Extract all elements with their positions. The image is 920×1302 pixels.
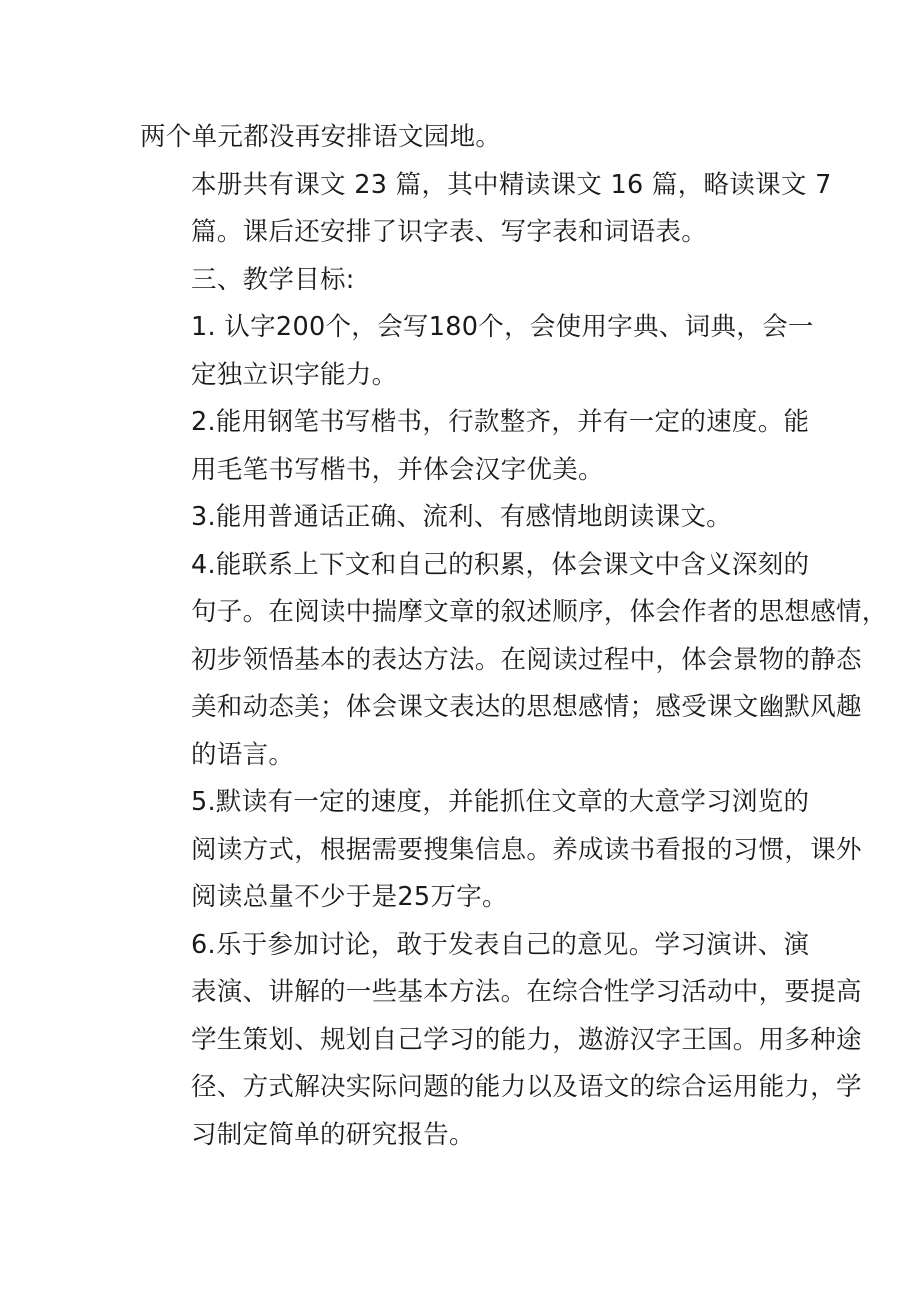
text-line: 阅读方式，根据需要搜集信息。养成读书看报的习惯，课外 [191,834,862,865]
text-line: 3.能用普通话正确、流利、有感情地朗读课文。 [191,502,732,532]
text-line: 初步领悟基本的表达方法。在阅读过程中，体会景物的静态 [191,644,862,675]
paragraph-lesson-count [140,162,832,257]
text-line: 1. 认字200个，会写180个，会使用字典、词典，会一 [191,312,814,342]
text-line: 两个单元都没再安排语文园地。 [140,122,502,152]
document-page [140,114,888,1159]
goal-item-6 [140,922,862,1160]
text-line: 篇。课后还安排了识字表、写字表和词语表。 [191,217,708,247]
text-line: 5.默读有一定的速度，并能抓住文章的大意学习浏览的 [191,787,810,817]
text-line: 习制定简单的研究报告。 [191,1119,475,1150]
text-line: 表演、讲解的一些基本方法。在综合性学习活动中，要提高 [191,977,862,1007]
text-line: 阅读总量不少于是25万字。 [191,882,508,912]
text-line: 2.能用钢笔书写楷书，行款整齐，并有一定的速度。能 [191,407,810,437]
section-heading [140,257,785,305]
goal-item-4 [140,542,888,780]
text-line: 三、教学目标: [191,264,355,295]
text-line: 径、方式解决实际问题的能力以及语文的综合运用能力，学 [191,1072,862,1102]
text-line: 学生策划、规划自己学习的能力，遨游汉字王国。用多种途 [191,1024,862,1055]
text-line: 用毛笔书写楷书，并体会汉字优美。 [191,454,604,485]
text-line: 美和动态美；体会课文表达的思想感情；感受课文幽默风趣 [191,692,862,722]
goal-item-3 [140,494,785,542]
goal-item-5 [140,779,862,922]
text-line: 4.能联系上下文和自己的积累，体会课文中含义深刻的 [191,549,810,580]
text-line: 6.乐于参加讨论，敢于发表自己的意见。学习演讲、演 [191,929,810,960]
text-line: 定独立识字能力。 [191,359,398,390]
text-line: 句子。在阅读中揣摩文章的叙述顺序，体会作者的思想感情， [191,597,888,627]
goal-item-2 [140,399,810,494]
text-line: 本册共有课文 23 篇，其中精读课文 16 篇，略读课文 7 [191,169,832,200]
text-line: 的语言。 [191,739,295,770]
paragraph-continuation [140,114,785,162]
goal-item-1 [140,304,814,399]
